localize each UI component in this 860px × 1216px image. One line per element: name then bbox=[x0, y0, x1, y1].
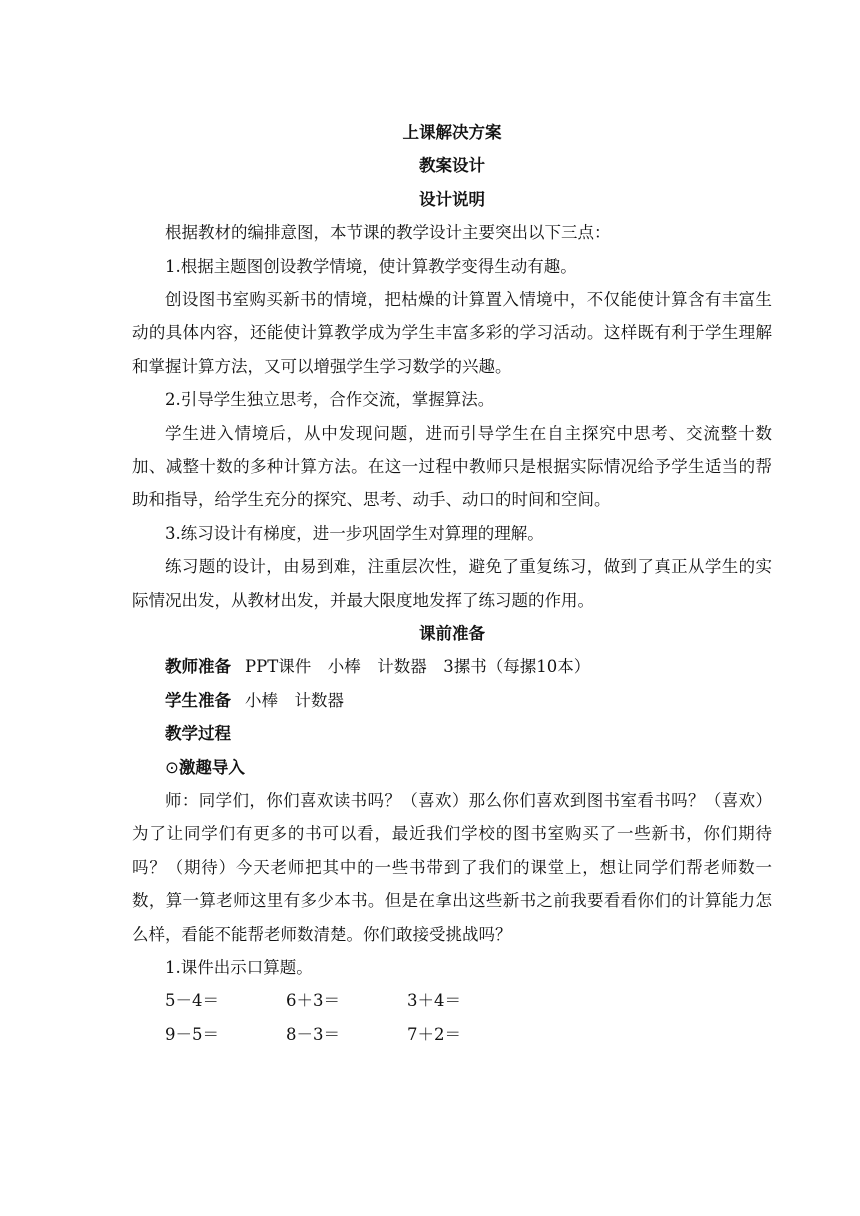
design-intro: 根据教材的编排意图，本节课的教学设计主要突出以下三点： bbox=[165, 223, 611, 243]
main-heading: 上课解决方案 bbox=[402, 123, 502, 142]
preparation-heading: 课前准备 bbox=[419, 623, 485, 643]
problem-row-2 bbox=[132, 1018, 772, 1051]
section-heading-warmup bbox=[132, 751, 772, 784]
problem: 5－4＝ bbox=[165, 991, 219, 1011]
teacher-preparation-items: PPT课件 小棒 计数器 3摞书（每摞10本） bbox=[245, 657, 591, 677]
point-2-body: 学生进入情境后，从中发现问题，进而引导学生在自主探究中思考、交流整十数加、减整十数的多种计算方法。在这一过程中教师只是根据实际情况给予学生适当的帮助和指导，给学生充分的探究、思考、动手、动口的时间和空间。 bbox=[132, 423, 772, 510]
circle-dot-icon: ⊙ bbox=[165, 757, 179, 777]
lesson-design-heading: 教案设计 bbox=[419, 156, 485, 176]
section-title: 激趣导入 bbox=[178, 757, 245, 777]
problem: 3＋4＝ bbox=[407, 991, 461, 1011]
teacher-preparation bbox=[132, 650, 772, 683]
problem: 8－3＝ bbox=[286, 1024, 340, 1044]
design-notes-heading: 设计说明 bbox=[419, 189, 485, 209]
teacher-dialogue: 师：同学们，你们喜欢读书吗？（喜欢）那么你们喜欢到图书室看书吗？（喜欢）为了让同学们有更多的书可以看，最近我们学校的图书室购买了一些新书，你们期待吗？（期待）今天老师把其中的一些书带到了我们的课堂上，想让同学们帮老师数一数，算一算老师这里有多少本书。但是在拿出这些新书之前我要看看你们的计算能力怎么样，看能不能帮老师数清楚。你们敢接受挑战吗？ bbox=[132, 790, 772, 944]
point-1-body: 创设图书室购买新书的情境，把枯燥的计算置入情境中，不仅能使计算含有丰富生动的具体内容，还能使计算教学成为学生丰富多彩的学习活动。这样既有利于学生理解和掌握计算方法，又可以增强学生学习数学的兴趣。 bbox=[132, 289, 772, 376]
step-1: 1.课件出示口算题。 bbox=[165, 957, 313, 977]
point-3-title: 3.练习设计有梯度，进一步巩固学生对算理的理解。 bbox=[165, 523, 544, 543]
problem: 6＋3＝ bbox=[286, 991, 340, 1011]
document-content bbox=[132, 116, 772, 1051]
student-preparation bbox=[132, 684, 772, 717]
student-preparation-items: 小棒 计数器 bbox=[245, 690, 344, 710]
teaching-process-heading: 教学过程 bbox=[165, 724, 231, 744]
point-3-body: 练习题的设计，由易到难，注重层次性，避免了重复练习，做到了真正从学生的实际情况出发，从教材出发，并最大限度地发挥了练习题的作用。 bbox=[132, 557, 772, 610]
teacher-preparation-label: 教师准备 bbox=[165, 657, 231, 677]
problem: 7＋2＝ bbox=[407, 1024, 461, 1044]
problem-row-1 bbox=[132, 984, 772, 1017]
student-preparation-label: 学生准备 bbox=[165, 690, 231, 710]
point-1-title: 1.根据主题图创设教学情境，使计算教学变得生动有趣。 bbox=[165, 256, 577, 276]
problem: 9－5＝ bbox=[165, 1024, 219, 1044]
point-2-title: 2.引导学生独立思考，合作交流，掌握算法。 bbox=[165, 390, 495, 410]
